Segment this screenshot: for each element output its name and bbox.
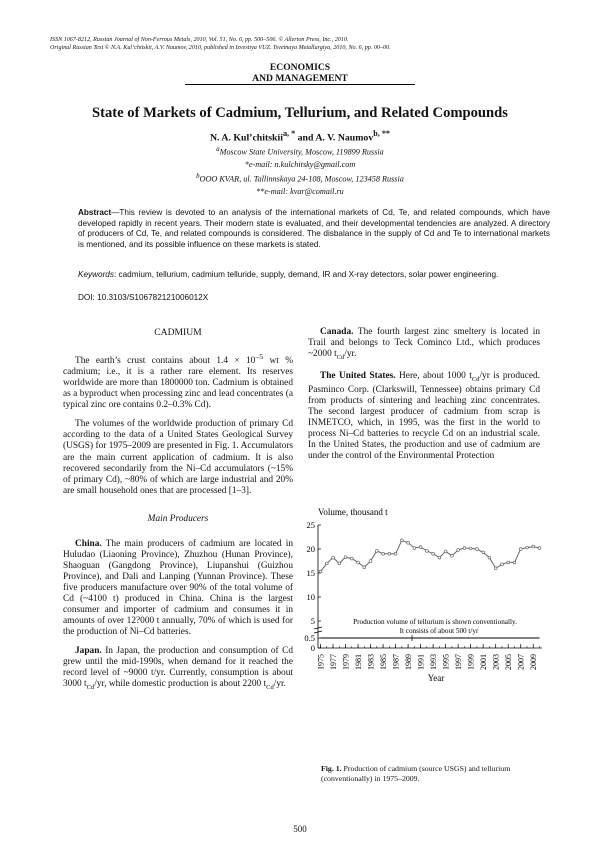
y-tick-label: 25 <box>306 520 315 530</box>
x-tick-label: 1991 <box>416 654 426 670</box>
paragraph-crust <box>63 351 293 411</box>
x-tick-label: 2007 <box>516 654 526 670</box>
cadmium-heading: CADMIUM <box>154 327 202 338</box>
affiliation-a <box>0 144 600 159</box>
journal-header <box>50 36 391 52</box>
cadmium-point <box>332 556 335 559</box>
chart-annotation-line2: It consists of about 500 t/yr <box>399 627 479 635</box>
affiliation-a-text: Moscow State University, Moscow, 119899 Russia <box>219 147 384 157</box>
cadmium-point <box>501 563 504 566</box>
affiliations <box>0 144 600 198</box>
cadmium-point <box>325 562 328 565</box>
japan-sub-2: Cd <box>266 684 274 692</box>
abstract-label: Abstract <box>78 208 112 217</box>
x-tick-label: 1993 <box>429 654 439 670</box>
japan-text-a: In Japan, the production and consumption of Cd grew until the mid-1990s, when demand for it reached the record level of ~9000 t/yr. Currently, consumption is about 3000 t <box>63 646 293 690</box>
x-tick-label: 2005 <box>504 654 514 670</box>
paragraph-crust-exp: –5 <box>255 352 264 362</box>
cadmium-point <box>463 547 466 550</box>
x-tick-label: 1977 <box>329 654 339 670</box>
right-column <box>308 327 540 470</box>
left-column <box>63 327 293 701</box>
china-label: China. <box>75 538 102 549</box>
x-tick-label: 2009 <box>529 654 539 670</box>
cadmium-point <box>425 550 428 553</box>
cadmium-point <box>494 567 497 570</box>
doi: DOI: 10.3103/S106782121006012X <box>78 293 209 302</box>
x-tick-label: 1987 <box>391 654 401 670</box>
cadmium-point <box>438 556 441 559</box>
x-tick-label: 1995 <box>441 654 451 670</box>
keywords-text: : cadmium, tellurium, cadmium telluride, supply, demand, IR and X-ray detectors, solar power engineering. <box>113 270 499 279</box>
cadmium-point <box>357 561 360 564</box>
cadmium-series-line <box>321 540 540 571</box>
japan-text-b: /yr, while domestic production is about 2200 t <box>94 679 267 690</box>
chart-annotation-line1: Production volume of tellurium is shown conventionally. <box>353 618 517 626</box>
cadmium-point <box>413 547 416 550</box>
japan-label: Japan. <box>75 646 102 657</box>
keywords <box>78 270 550 281</box>
cadmium-point <box>363 566 366 569</box>
author-2: and A. V. Naumov <box>295 132 374 144</box>
abstract-text: —This review is devoted to an analysis of the international markets of Cd, Te, and related compounds, which have developed rapidly in recent years. Their modern state is evaluated, and their developmental tendencies are analyzed. A directory of producers of Cd, Te, and related compounds is considered. The disbalance in the supply of Cd and Te to international markets is mentioned, and its possible influence on these markets is stated. <box>78 208 550 249</box>
japan-sub-1: Cd <box>86 684 95 692</box>
cadmium-point <box>526 546 529 549</box>
paragraph-canada <box>308 327 540 363</box>
article-authors <box>0 129 600 143</box>
figure-caption-text: Production of cadmium (source USGS) and tellurium (conventionally) in 1975–2009. <box>321 764 511 783</box>
x-tick-label: 1981 <box>354 654 364 670</box>
production-chart <box>300 505 545 760</box>
paragraph-crust-b: wt % cadmium; i.e., it is a rather rare element. Its reserves worldwide are more than 1800000 ton. Cadmium is obtained as a byproduct when processing zinc and lead concentrates (a typical zinc ore contains 0.2–0.3% Cd). <box>63 356 293 411</box>
journal-header-line1: ISSN 1067-8212, Russian Journal of Non-Ferrous Metals, 2010, Vol. 51, No. 6, pp. 500–506. © Allerton Press, Inc., 2010. <box>50 37 349 43</box>
paragraph-us <box>308 371 540 462</box>
cadmium-point <box>457 549 460 552</box>
cadmium-point <box>488 556 491 559</box>
us-text-b: /yr is produced. Pasminco Corp. (Clarkswill, Tennessee) obtains primary Cd from products of sintering and leaching zinc concentrates. The second largest producer of cadmium from scrap is INMETCO, which, in 1995, was the first in the world to process Ni–Cd batteries to recycle Cd on an industrial scale. In the United States, the production and use of cadmium are under the control of the Environmental Protection <box>308 371 540 462</box>
paragraph-crust-a: The earth’s crust contains about 1.4 × 10 <box>75 356 256 367</box>
cadmium-point <box>519 548 522 551</box>
paragraph-volumes: The volumes of the worldwide production of primary Cd according to the data of a United States Geological Survey (USGS) for 1975–2009 are presented in Fig. 1. Accumulators are the main current application of cadmium. It is also recovered secondarily from the Ni–Cd accumulators (~15% of primary Cd), ~80% of which are large industrial and 20% are small household ones that are processed [1–3]. <box>63 419 293 496</box>
cadmium-point <box>319 570 322 573</box>
section-header <box>0 62 600 85</box>
x-tick-label: 1989 <box>404 654 414 670</box>
cadmium-point <box>419 546 422 549</box>
x-tick-label: 1997 <box>454 654 464 670</box>
cadmium-point <box>338 562 341 565</box>
y-tick-label: 15 <box>306 568 315 578</box>
section-header-line1: ECONOMICS <box>269 62 331 73</box>
figure-caption-label: Fig. 1. <box>321 764 342 773</box>
section-header-line2: AND MANAGEMENT <box>185 73 415 85</box>
us-sub: Cd <box>471 375 480 383</box>
y-tick-label: 0.5 <box>304 633 315 643</box>
japan-text-c: /yr. <box>273 679 286 690</box>
affiliation-a-mark: a <box>216 146 220 153</box>
figure-caption <box>321 764 539 783</box>
cadmium-point <box>375 550 378 553</box>
canada-label: Canada. <box>320 327 354 337</box>
cadmium-point <box>394 552 397 555</box>
cadmium-point <box>482 551 485 554</box>
affiliation-b-text: OOO KVAR, ul. Tallinnskaya 24-108, Moscow, 123458 Russia <box>199 174 404 184</box>
affiliation-b <box>0 171 600 186</box>
page-number: 500 <box>293 824 307 834</box>
cadmium-point <box>344 556 347 559</box>
x-tick-label: 2003 <box>491 654 501 670</box>
y-axis-label: Volume, thousand t <box>318 507 388 517</box>
cadmium-point <box>444 550 447 553</box>
y-tick-label: 10 <box>306 592 315 602</box>
paragraph-japan <box>63 646 293 693</box>
cadmium-point <box>432 552 435 555</box>
canada-sub: Cd <box>336 353 345 361</box>
article-title: State of Markets of Cadmium, Tellurium, and Related Compounds <box>92 105 508 121</box>
cadmium-point <box>369 560 372 563</box>
x-tick-label: 1983 <box>366 654 376 670</box>
journal-header-line2: Original Russian Text © N.A. Kul’chitskii, A.V. Naumov, 2010, published in Izvestiya VUZ. Tsvetnaya Metallurgiya, 2010, No. 6, pp. 00–00. <box>50 45 391 51</box>
y-tick-label: 5 <box>310 616 315 626</box>
x-tick-label: 1979 <box>341 654 351 670</box>
x-tick-label: 1985 <box>379 654 389 670</box>
x-axis-label: Year <box>427 673 445 683</box>
cadmium-point <box>407 541 410 544</box>
cadmium-point <box>400 539 403 542</box>
cadmium-point <box>382 552 385 555</box>
affiliation-b-email: **e-mail: kvar@comail.ru <box>256 187 344 197</box>
us-text-a: Here, about 1000 t <box>395 371 472 381</box>
main-producers-heading: Main Producers <box>147 513 209 524</box>
cadmium-point <box>513 561 516 564</box>
x-tick-label: 1975 <box>316 654 326 670</box>
x-tick-label: 1999 <box>466 654 476 670</box>
cadmium-point <box>388 552 391 555</box>
author-1-mark: a, * <box>282 129 296 138</box>
author-1: N. A. Kul’chitskii <box>209 132 283 144</box>
us-label: The United States. <box>320 371 396 381</box>
x-tick-label: 2001 <box>479 654 489 670</box>
china-text: The main producers of cadmium are located in Huludao (Liaoning Province), Zhuzhou (Hunan Province), Shaoguan (Gangdong Province), Liupanshui (Guizhou Province), and Dali and Lanping (Yunnan Province). These five producers manufacture over 90% of the total volume of Cd (~4100 t) produced in China. China is the largest consumer and importer of cadmium and consumes it in amounts of over 12?000 t annually, 70% of which is used for the production of Ni–Cd batteries. <box>63 538 293 638</box>
author-2-mark: b, ** <box>373 129 390 138</box>
paragraph-china <box>63 539 293 638</box>
y-tick-label: 0 <box>310 643 315 653</box>
cadmium-point <box>450 554 453 557</box>
cadmium-point <box>538 547 541 550</box>
affiliation-a-email: *e-mail: n.kulchitsky@gmail.com <box>244 159 356 169</box>
cadmium-point <box>469 547 472 550</box>
cadmium-point <box>350 557 353 560</box>
affiliation-b-mark: b <box>196 173 200 181</box>
canada-text-b: /yr. <box>344 349 357 360</box>
canada-text-a: The fourth largest zinc smeltery is located in Trail and belongs to Teck Cominco Ltd., which produces ~2000 t <box>308 327 540 360</box>
cadmium-point <box>507 561 510 564</box>
keywords-label: Keywords <box>78 270 114 279</box>
cadmium-point <box>476 548 479 551</box>
abstract <box>78 208 550 250</box>
y-tick-label: 20 <box>306 544 315 554</box>
cadmium-point <box>532 545 535 548</box>
